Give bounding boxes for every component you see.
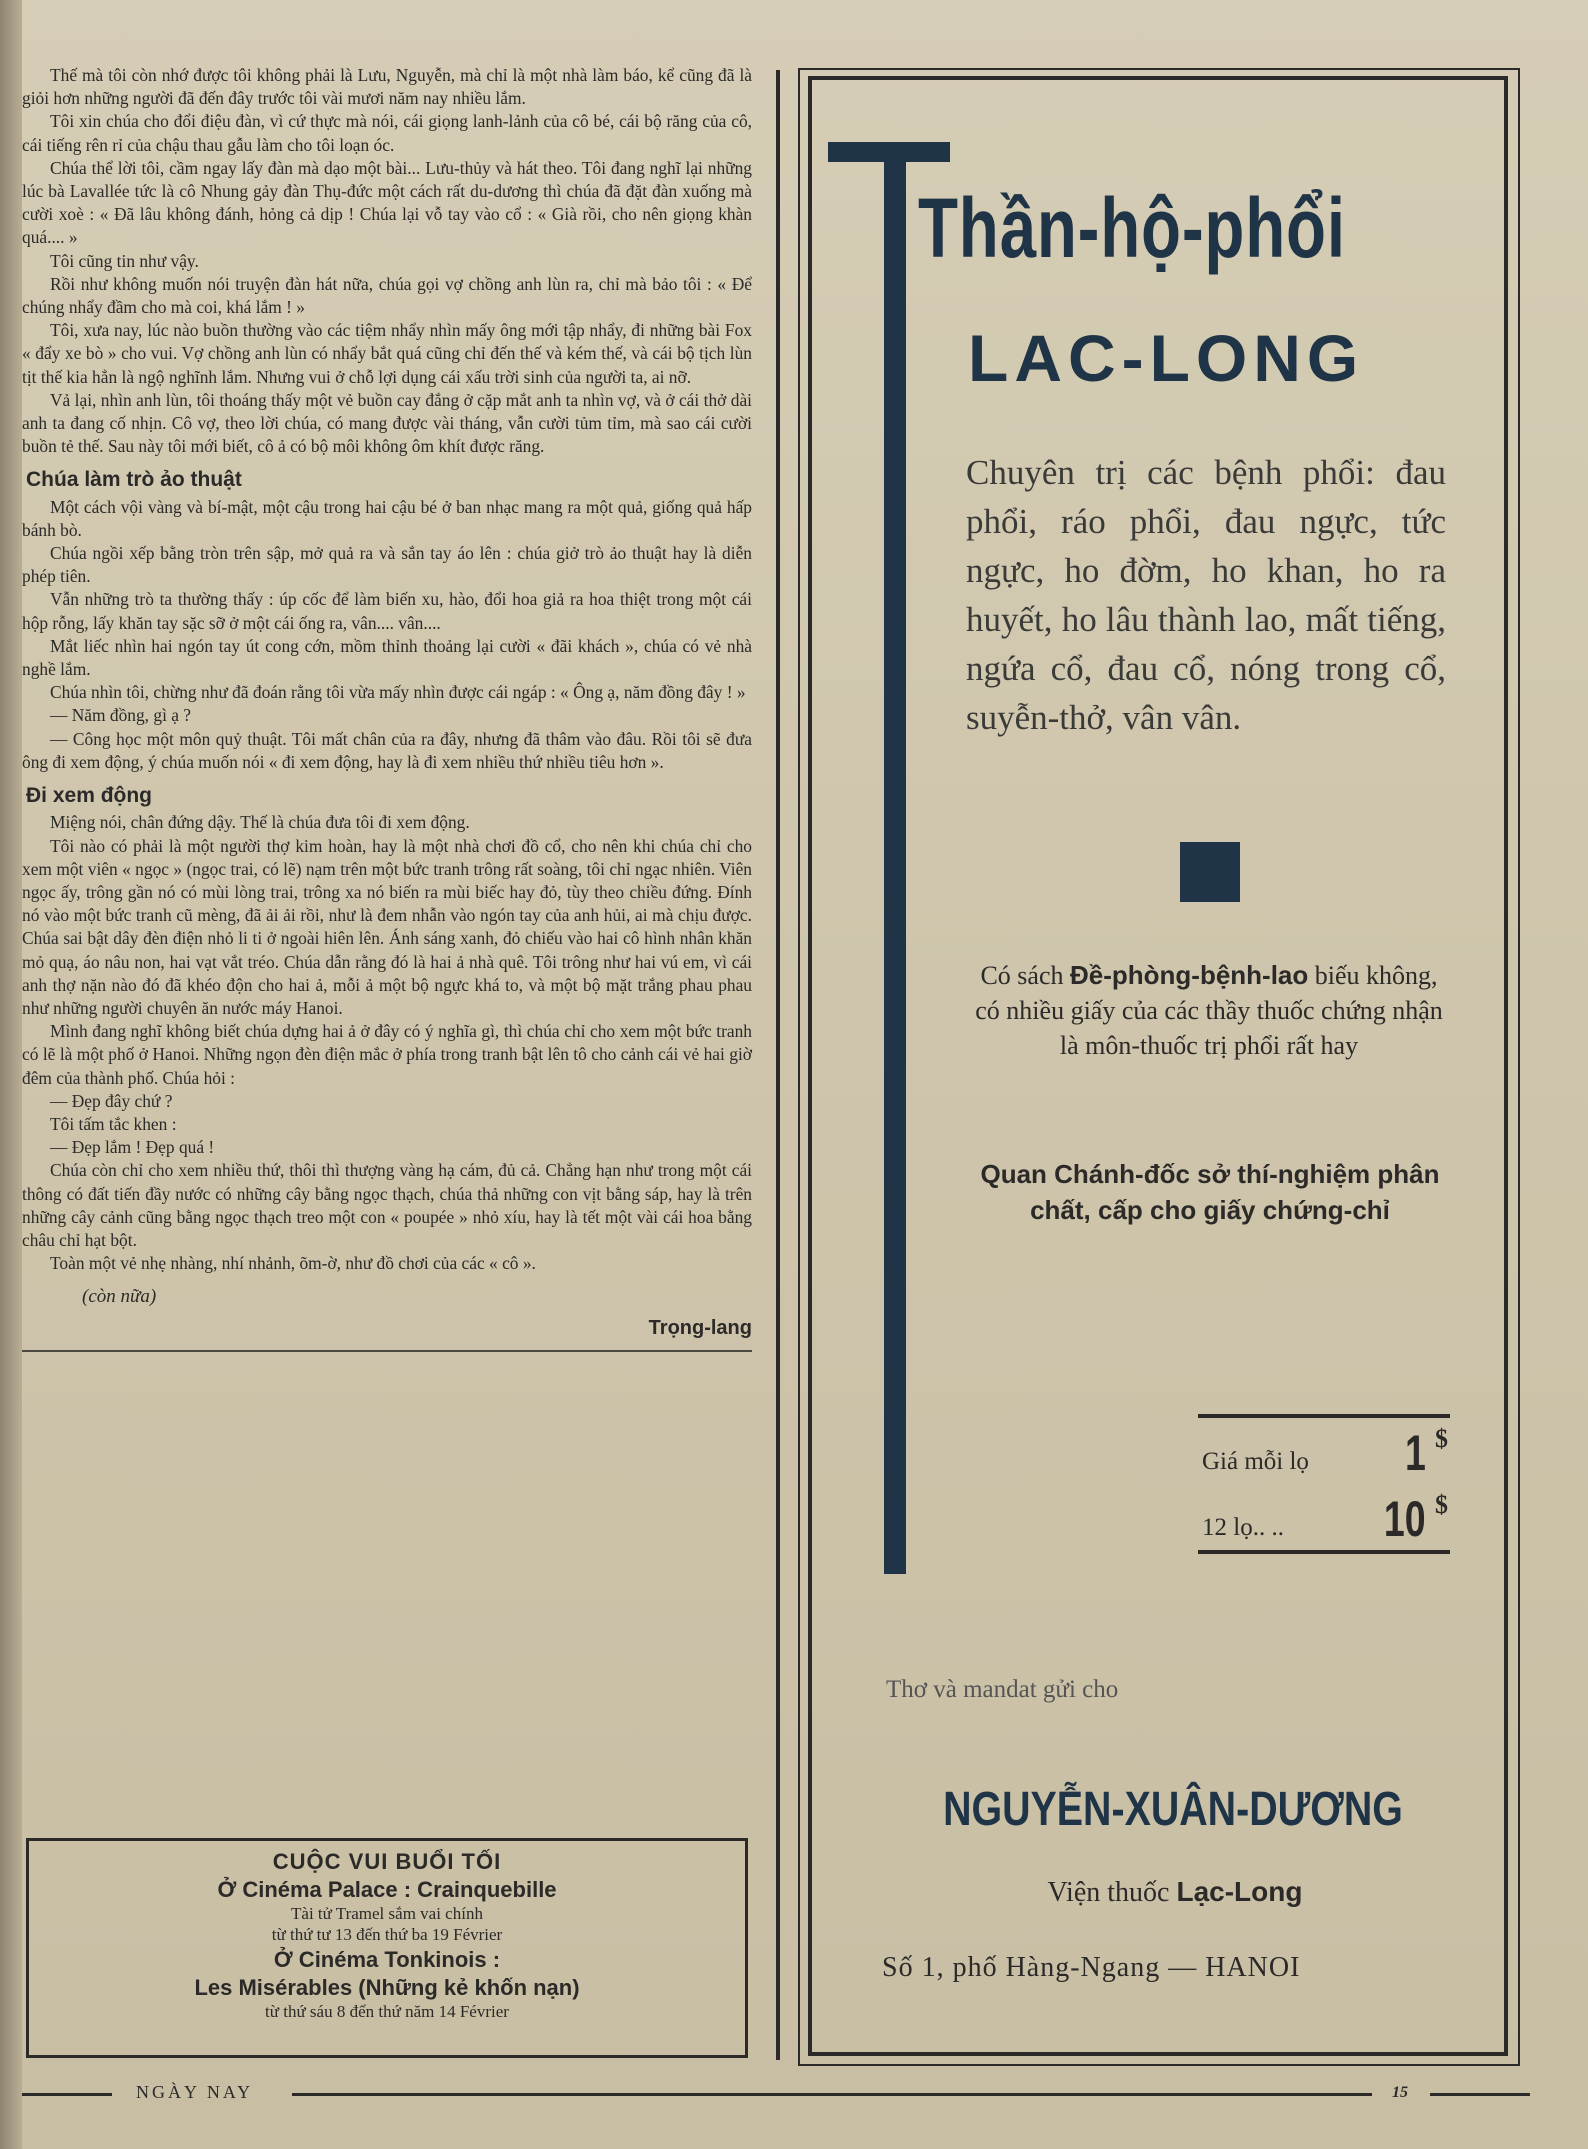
- cinema-listing-box: [26, 1838, 748, 2058]
- footer-rule-right: [1430, 2093, 1530, 2096]
- cinema-palace-dates: từ thứ tư 13 đến thứ ba 19 Février: [271, 1925, 503, 1944]
- paragraph: — Năm đồng, gì ạ ?: [50, 705, 192, 726]
- ad-mail-note: Thơ và mandat gửi cho: [886, 1676, 1119, 1703]
- paragraph: Tôi xin chúa cho đổi điệu đàn, vì cứ thực mà nói, cái giọng lanh-lảnh của cô bé, cái bộ răng của cô, cái tiếng rên rỉ của chậu thau gẫu làm cho tôi loạn óc.: [22, 111, 752, 155]
- cinema-tonkinois-dates: từ thứ sáu 8 đến thứ năm 14 Février: [265, 2002, 509, 2021]
- ad-seller-name: NGUYỄN-XUÂN-DƯƠNG: [943, 1783, 1403, 1836]
- page-binding-edge: [0, 0, 22, 2149]
- footer-rule-left: [22, 2093, 112, 2096]
- ad-book-prefix: Có sách: [980, 961, 1064, 990]
- paragraph: Vả lại, nhìn anh lùn, tôi thoáng thấy một vẻ buồn cay đắng ở cặp mắt anh ta nhìn vợ, và ở cái thở dài anh ta đang cố nhịn. Cô vợ, theo lời chúa, có mang được vài tháng, vẫn cười tủm tỉm, mà sao cái cười buồn tẻ thế. Sau này tôi mới biết, cô ả có bộ môi không ôm khít được răng.: [22, 389, 752, 457]
- paragraph: Toàn một vẻ nhẹ nhàng, nhí nhảnh, õm-ờ, như đồ chơi của các « cô ».: [50, 1253, 536, 1274]
- section-heading-ao-thuat: Chúa làm trò ảo thuật: [26, 468, 242, 492]
- paragraph: Tôi tấm tắc khen :: [50, 1113, 177, 1134]
- paragraph: — Đẹp lắm ! Đẹp quá !: [50, 1137, 215, 1158]
- continued-note: (còn nữa): [82, 1286, 157, 1308]
- ad-book-offer: [966, 958, 1452, 1063]
- paragraph: Mắt liếc nhìn hai ngón tay út cong cớn, mồm thỉnh thoảng lại cười « đãi khách », chúa có vẻ nhà nghề lắm.: [22, 635, 752, 680]
- ad-pharmacy: [890, 1876, 1460, 1909]
- ad-square-ornament: [1180, 842, 1240, 902]
- cinema-palace-line: Ở Cinéma Palace : Crainquebille: [217, 1877, 557, 1902]
- ad-book-suffix: biếu không, có nhiều giấy của các thầy thuốc chứng nhận là môn-thuốc trị phổi rất hay: [975, 961, 1443, 1060]
- section-ao-thuat-body: [22, 496, 752, 774]
- paragraph: Tôi, xưa nay, lúc nào buồn thường vào các tiệm nhẩy nhìn mấy ông mới tập nhẩy, đi những bài Fox « đẩy xe bò » cho vui. Vợ chồng anh lùn có nhẩy bắt quá cũng chỉ đến thế và kém thế, và cái bộ tịch lùn tịt thế kia hẳn là ngộ nghĩnh lắm. Nhưng vui ở chỗ lợi dụng cái xấu trời sinh của người ta, ai nỡ.: [22, 320, 752, 387]
- paragraph: Chúa ngồi xếp bằng tròn trên sập, mở quả ra và sắn tay áo lên : chúa giở trò ảo thuật hay là diễn phép tiên.: [22, 543, 752, 587]
- paragraph: Tôi cũng tin như vậy.: [50, 250, 199, 271]
- footer-newspaper-name: NGÀY NAY: [136, 2082, 254, 2102]
- paragraph: Chúa còn chỉ cho xem nhiều thứ, thôi thì thượng vàng hạ cám, đủ cả. Chẳng hạn như trong một cái thông có đất tiến đầy nước có những cây bằng ngọc thạch, chúa thả những con vịt bằng sáp, hay là trên những cây cảnh cũng bằng ngọc thạch treo một con « poupée » nhỏ xíu, hay là tết một vài cái hoa bằng châu chỉ hạt bột.: [22, 1160, 752, 1250]
- paragraph: Chúa thể lời tôi, cầm ngay lấy đàn mà dạo một bài... Lưu-thủy và hát theo. Tôi đang nghĩ lại những lúc bà Lavallée tức là cô Nhung gảy đàn Thụ-đức một cách rất du-dương thì chúa đã đặt đàn xuống mà cười xoè : « Đã lâu không đánh, hỏng cả dịp ! Chúa lại vỗ tay vào cổ : « Già rồi, cho nên giọng khàn quá.... »: [22, 157, 752, 248]
- price-dozen-label: 12 lọ.. ..: [1202, 1514, 1284, 1541]
- column-divider: [776, 70, 780, 2060]
- footer-rule-middle: [292, 2093, 1372, 2096]
- ad-address: Số 1, phố Hàng-Ngang — HANOI: [882, 1952, 1301, 1983]
- paragraph: — Đẹp đây chứ ?: [50, 1090, 173, 1111]
- paragraph: — Công học một môn quỷ thuật. Tôi mất chân của ra đây, nhưng đã thâm vào đâu. Rồi tôi sẽ đưa ông đi xem động, ý chúa muốn nói « đi xem động, hay là đi xem nhiều thứ nhiều tiêu hơn ».: [22, 728, 752, 772]
- cinema-tonkinois-film: Les Misérables (Những kẻ khốn nạn): [194, 1975, 580, 2000]
- paragraph: Mình đang nghĩ không biết chúa dựng hai ả ở đây có ý nghĩa gì, thì chúa chỉ cho xem một bức tranh có lẽ là một phố ở Hanoi. Những ngọn đèn điện mắc ở phía trong tranh bật lên tô cho cảnh cái vẻ hai giờ đêm của thành phố. Chúa hỏi :: [22, 1021, 752, 1088]
- ad-pharmacy-name: Lạc-Long: [1176, 1876, 1303, 1907]
- price-dozen-currency: $: [1435, 1490, 1448, 1519]
- article-end-rule: [22, 1350, 752, 1352]
- paragraph: Miệng nói, chân đứng dậy. Thế là chúa đưa tôi đi xem động.: [50, 812, 470, 833]
- article-column: [22, 64, 752, 1352]
- footer-page-number: 15: [1392, 2084, 1408, 2101]
- cinema-palace-cast: Tài tử Tramel sắm vai chính: [291, 1904, 483, 1923]
- section-xem-dong-body: [22, 811, 752, 1275]
- paragraph: Chúa nhìn tôi, chừng như đã đoán rằng tôi vừa mấy nhìn được cái ngáp : « Ông ạ, năm đồng đây ! »: [50, 682, 746, 703]
- page-footer: [22, 2082, 1562, 2106]
- article-intro: [22, 64, 752, 458]
- big-t-stem: [884, 142, 906, 1574]
- price-bottom-rule: [1198, 1550, 1450, 1554]
- price-row-single: [1198, 1418, 1450, 1484]
- price-row-dozen: [1198, 1484, 1450, 1550]
- ad-indications: Chuyên trị các bệnh phổi: đau phổi, ráo phổi, đau ngực, tức ngực, ho đờm, ho khan, ho ra huyết, ho lâu thành lao, mất tiếng, ngứa cổ, đau cổ, nóng trong cổ, suyễn-thở, vân vân.: [966, 453, 1446, 737]
- section-heading-xem-dong: Đi xem động: [26, 784, 153, 808]
- paragraph: Thế mà tôi còn nhớ được tôi không phải là Lưu, Nguyễn, mà chỉ là một nhà làm báo, kể cũng đã là giỏi hơn những người đã đến đây trước tôi vài mươi năm nay nhiều lắm.: [22, 65, 752, 109]
- price-single-currency: $: [1435, 1424, 1448, 1453]
- ad-brand-title: Thần-hộ-phổi: [918, 181, 1346, 275]
- ad-brand-subtitle: LAC-LONG: [968, 321, 1365, 395]
- paragraph: Một cách vội vàng và bí-mật, một cậu trong hai cậu bé ở ban nhạc mang ra một quả, giống quả hấp bánh bò.: [22, 496, 752, 540]
- price-dozen-value: 10: [1384, 1491, 1426, 1547]
- cinema-tonkinois-line: Ở Cinéma Tonkinois :: [273, 1947, 501, 1972]
- ad-price-box: [1198, 1414, 1450, 1554]
- price-single-label: Giá mỗi lọ: [1202, 1448, 1309, 1475]
- cinema-title: CUỘC VUI BUỔI TỐI: [272, 1849, 502, 1874]
- price-single-value: 1: [1405, 1425, 1426, 1481]
- ad-certificate: Quan Chánh-đốc sở thí-nghiệm phân chất, cấp cho giấy chứng-chỉ: [980, 1159, 1440, 1225]
- ad-book-title: Đề-phòng-bệnh-lao: [1069, 960, 1309, 990]
- article-author: Trọng-lang: [648, 1316, 752, 1339]
- paragraph: Tôi nào có phải là một người thợ kim hoàn, hay là một nhà chơi đồ cổ, cho nên khi chúa chỉ cho xem một viên « ngọc » (ngọc trai, có lẽ) nạm trên một bức tranh trông rất soàng, tôi chỉ ngạc nhiên. Viên ngọc ấy, trông gần nó có mùi lòng trai, trông xa nó biến ra mùi biếc hay đỏ, tùy theo chiều đứng. Đính nó vào một bức tranh cũ mèng, đã ải ải rồi, như là đem nhẫn vào ngón tay của anh hủi, ai mà chịu được. Chúa sai bật dây đèn điện nhỏ li ti ở ngoài hiên lên. Ánh sáng xanh, đỏ chiếu vào hai cô hình nhân khăn mỏ quạ, áo nâu non, hai vạt vắt tréo. Chúa dẫn rằng đó là hai ả nhà quê. Tôi trông như hai vú em, vì cái anh thợ nặn nào đó đã khéo độn cho hai ả, mỗi ả một bộ ngực khá to, và một bộ mặt trắng phau phau như những người chuyên ăn nước máy Hanoi.: [22, 835, 752, 1018]
- ad-pharmacy-prefix: Viện thuốc: [1047, 1877, 1170, 1908]
- paragraph: Rồi như không muốn nói truyện đàn hát nữa, chúa gọi vợ chồng anh lùn ra, chỉ mà bảo tôi : « Để chúng nhẩy đầm cho mà coi, khá lắm ! »: [22, 273, 752, 318]
- paragraph: Vẫn những trò ta thường thấy : úp cốc để làm biến xu, hào, đổi hoa giả ra hoa thiệt trong một cái hộp rỗng, lấy khăn tay sặc sỡ ở một cái ống ra, vân.... vân....: [22, 589, 752, 633]
